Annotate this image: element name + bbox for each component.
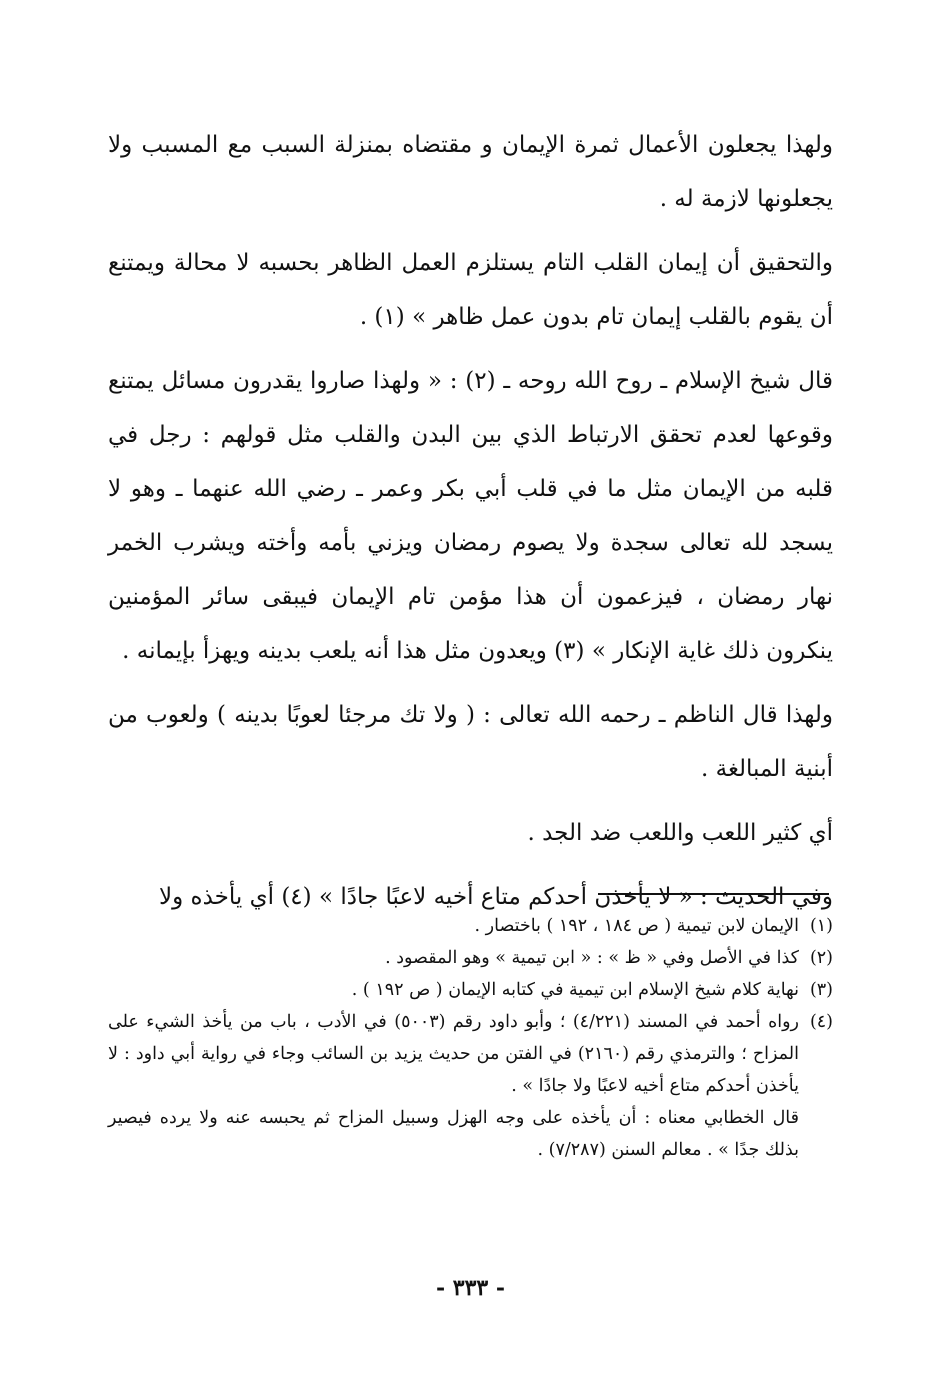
paragraph-2: والتحقيق أن إيمان القلب التام يستلزم العمل الظاهر بحسبه لا محالة ويمتنع أن يقوم بالقلب إيمان تام بدون عمل ظاهر » (١) . — [108, 250, 833, 330]
footnote-number: (٣) — [809, 980, 833, 1000]
footnote-2 — [108, 942, 833, 974]
footnote-3 — [108, 974, 833, 1006]
footnote-number: (٤) — [809, 1012, 833, 1032]
footnote-number: (٢) — [809, 948, 833, 968]
footnote-4 — [108, 1006, 833, 1102]
paragraph-5: أي كثير اللعب واللعب ضد الجد . — [527, 820, 833, 846]
footnote-text: رواه أحمد في المسند (٤/٢٢١) ؛ وأبو داود رقم (٥٠٠٣) في الأدب ، باب من يأخذ الشيء على المزاح ؛ والترمذي رقم (٢١٦٠) في الفتن من حديث يزيد بن السائب وجاء في رواية أبي داود : لا يأخذن أحدكم متاع أخيه لاعبًا ولا جادًا » . — [108, 1012, 800, 1096]
footnote-4-continuation: قال الخطابي معناه : أن يأخذه على وجه الهزل وسبيل المزاح ثم يحبسه عنه ولا يرده فيصير بذلك جدًا » . معالم السنن (٧/٢٨٧) . — [108, 1108, 799, 1160]
footnote-1 — [108, 910, 833, 942]
footnote-text: نهاية كلام شيخ الإسلام ابن تيمية في كتابه الإيمان ( ص ١٩٢ ) . — [351, 980, 799, 1000]
footnotes — [108, 910, 833, 1166]
paragraph-1: ولهذا يجعلون الأعمال ثمرة الإيمان و مقتضاه بمنزلة السبب مع المسبب ولا يجعلونها لازمة له . — [108, 132, 833, 212]
paragraph-3: قال شيخ الإسلام ـ روح الله روحه ـ (٢) : « ولهذا صاروا يقدرون مسائل يمتنع وقوعها لعدم تحقق الارتباط الذي بين البدن والقلب مثل قولهم : رجل في قلبه من الإيمان مثل ما في قلب أبي بكر وعمر ـ رضي الله عنهما ـ وهو لا يسجد لله تعالى سجدة ولا يصوم رمضان ويزني بأمه وأخته ويشرب الخمر نهار رمضان ، فيزعمون أن هذا مؤمن تام الإيمان فيبقى سائر المؤمنين ينكرون ذلك غاية الإنكار » (٣) ويعدون مثل هذا أنه يلعب بدينه ويهزأ بإيمانه . — [108, 368, 833, 664]
main-text — [108, 118, 833, 934]
footnote-text: الإيمان لابن تيمية ( ص ١٨٤ ، ١٩٢ ) باختصار . — [474, 916, 799, 936]
page-number: - ٣٣٣ - — [435, 1275, 506, 1301]
footnote-number: (١) — [809, 916, 833, 936]
footnote-text: كذا في الأصل وفي « ظ » : « ابن تيمية » وهو المقصود . — [385, 948, 799, 968]
footnote-divider — [598, 893, 829, 895]
paragraph-6: وفي الحديث : « لا يأخذن أحدكم متاع أخيه لاعبًا جادًا » (٤) أي يأخذه ولا — [159, 884, 833, 910]
paragraph-4: ولهذا قال الناظم ـ رحمه الله تعالى : ( ولا تك مرجئا لعوبًا بدينه ) ولعوب من أبنية المبالغة . — [108, 702, 833, 782]
